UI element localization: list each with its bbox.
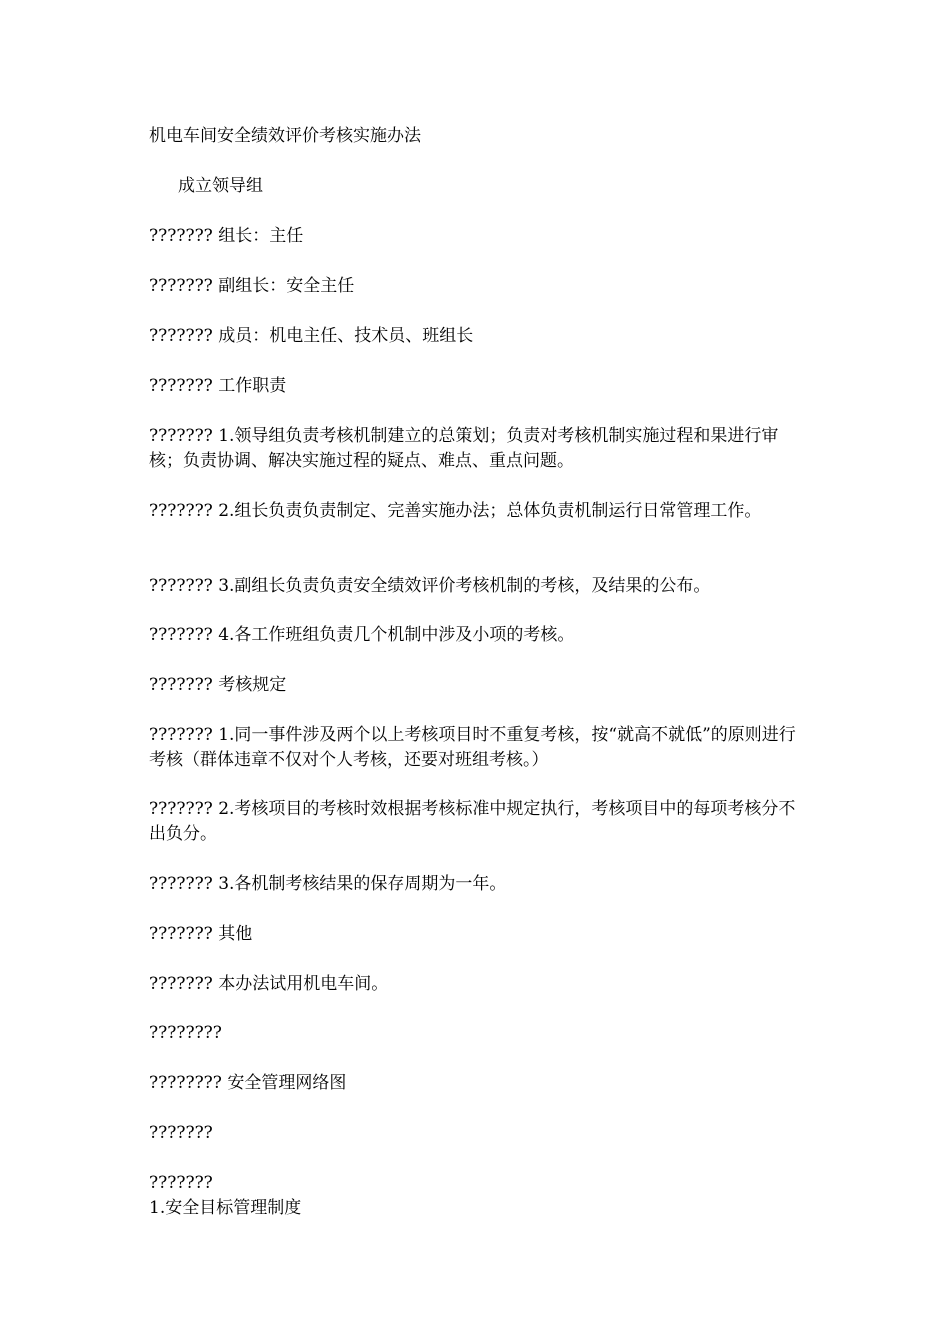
paragraph: ??????? 1.同一事件涉及两个以上考核项目时不重复考核，按“就高不就低”的原则进行考核（群体违章不仅对个人考核，还要对班组考核。） xyxy=(149,725,796,770)
paragraph: ??????? 3.副组长负责负责安全绩效评价考核机制的考核，及结果的公布。 xyxy=(149,576,711,596)
paragraph: ??????? 成员：机电主任、技术员、班组长 xyxy=(149,326,474,346)
paragraph: ??????? 2.组长负责负责制定、完善实施办法；总体负责机制运行日常管理工作。 xyxy=(149,501,762,521)
paragraph: ??????? 2.考核项目的考核时效根据考核标准中规定执行，考核项目中的每项考核分不出负分。 xyxy=(149,799,796,844)
paragraph: ??????? xyxy=(149,1123,213,1143)
paragraph: ??????? 3.各机制考核结果的保存周期为一年。 xyxy=(149,874,507,894)
paragraph: ??????? 本办法试用机电车间。 xyxy=(149,974,389,994)
section-heading-target-management: 1.安全目标管理制度 xyxy=(149,1198,302,1218)
section-heading-leadership: 成立领导组 xyxy=(178,176,263,196)
paragraph: ??????? 1.领导组负责考核机制建立的总策划；负责对考核机制实施过程和果进行审核；负责协调、解决实施过程的疑点、难点、重点问题。 xyxy=(149,426,779,471)
section-heading-rules: ??????? 考核规定 xyxy=(149,675,287,695)
paragraph: ??????? 组长：主任 xyxy=(149,226,304,246)
paragraph: ??????? 副组长：安全主任 xyxy=(149,276,355,296)
paragraph: ??????? 4.各工作班组负责几个机制中涉及小项的考核。 xyxy=(149,625,575,645)
document-title: 机电车间安全绩效评价考核实施办法 xyxy=(149,126,421,146)
paragraph: ??????? xyxy=(149,1173,213,1193)
paragraph: ???????? xyxy=(149,1023,222,1043)
section-heading-duties: ??????? 工作职责 xyxy=(149,376,287,396)
section-heading-other: ??????? 其他 xyxy=(149,924,253,944)
section-heading-network: ???????? 安全管理网络图 xyxy=(149,1073,347,1093)
